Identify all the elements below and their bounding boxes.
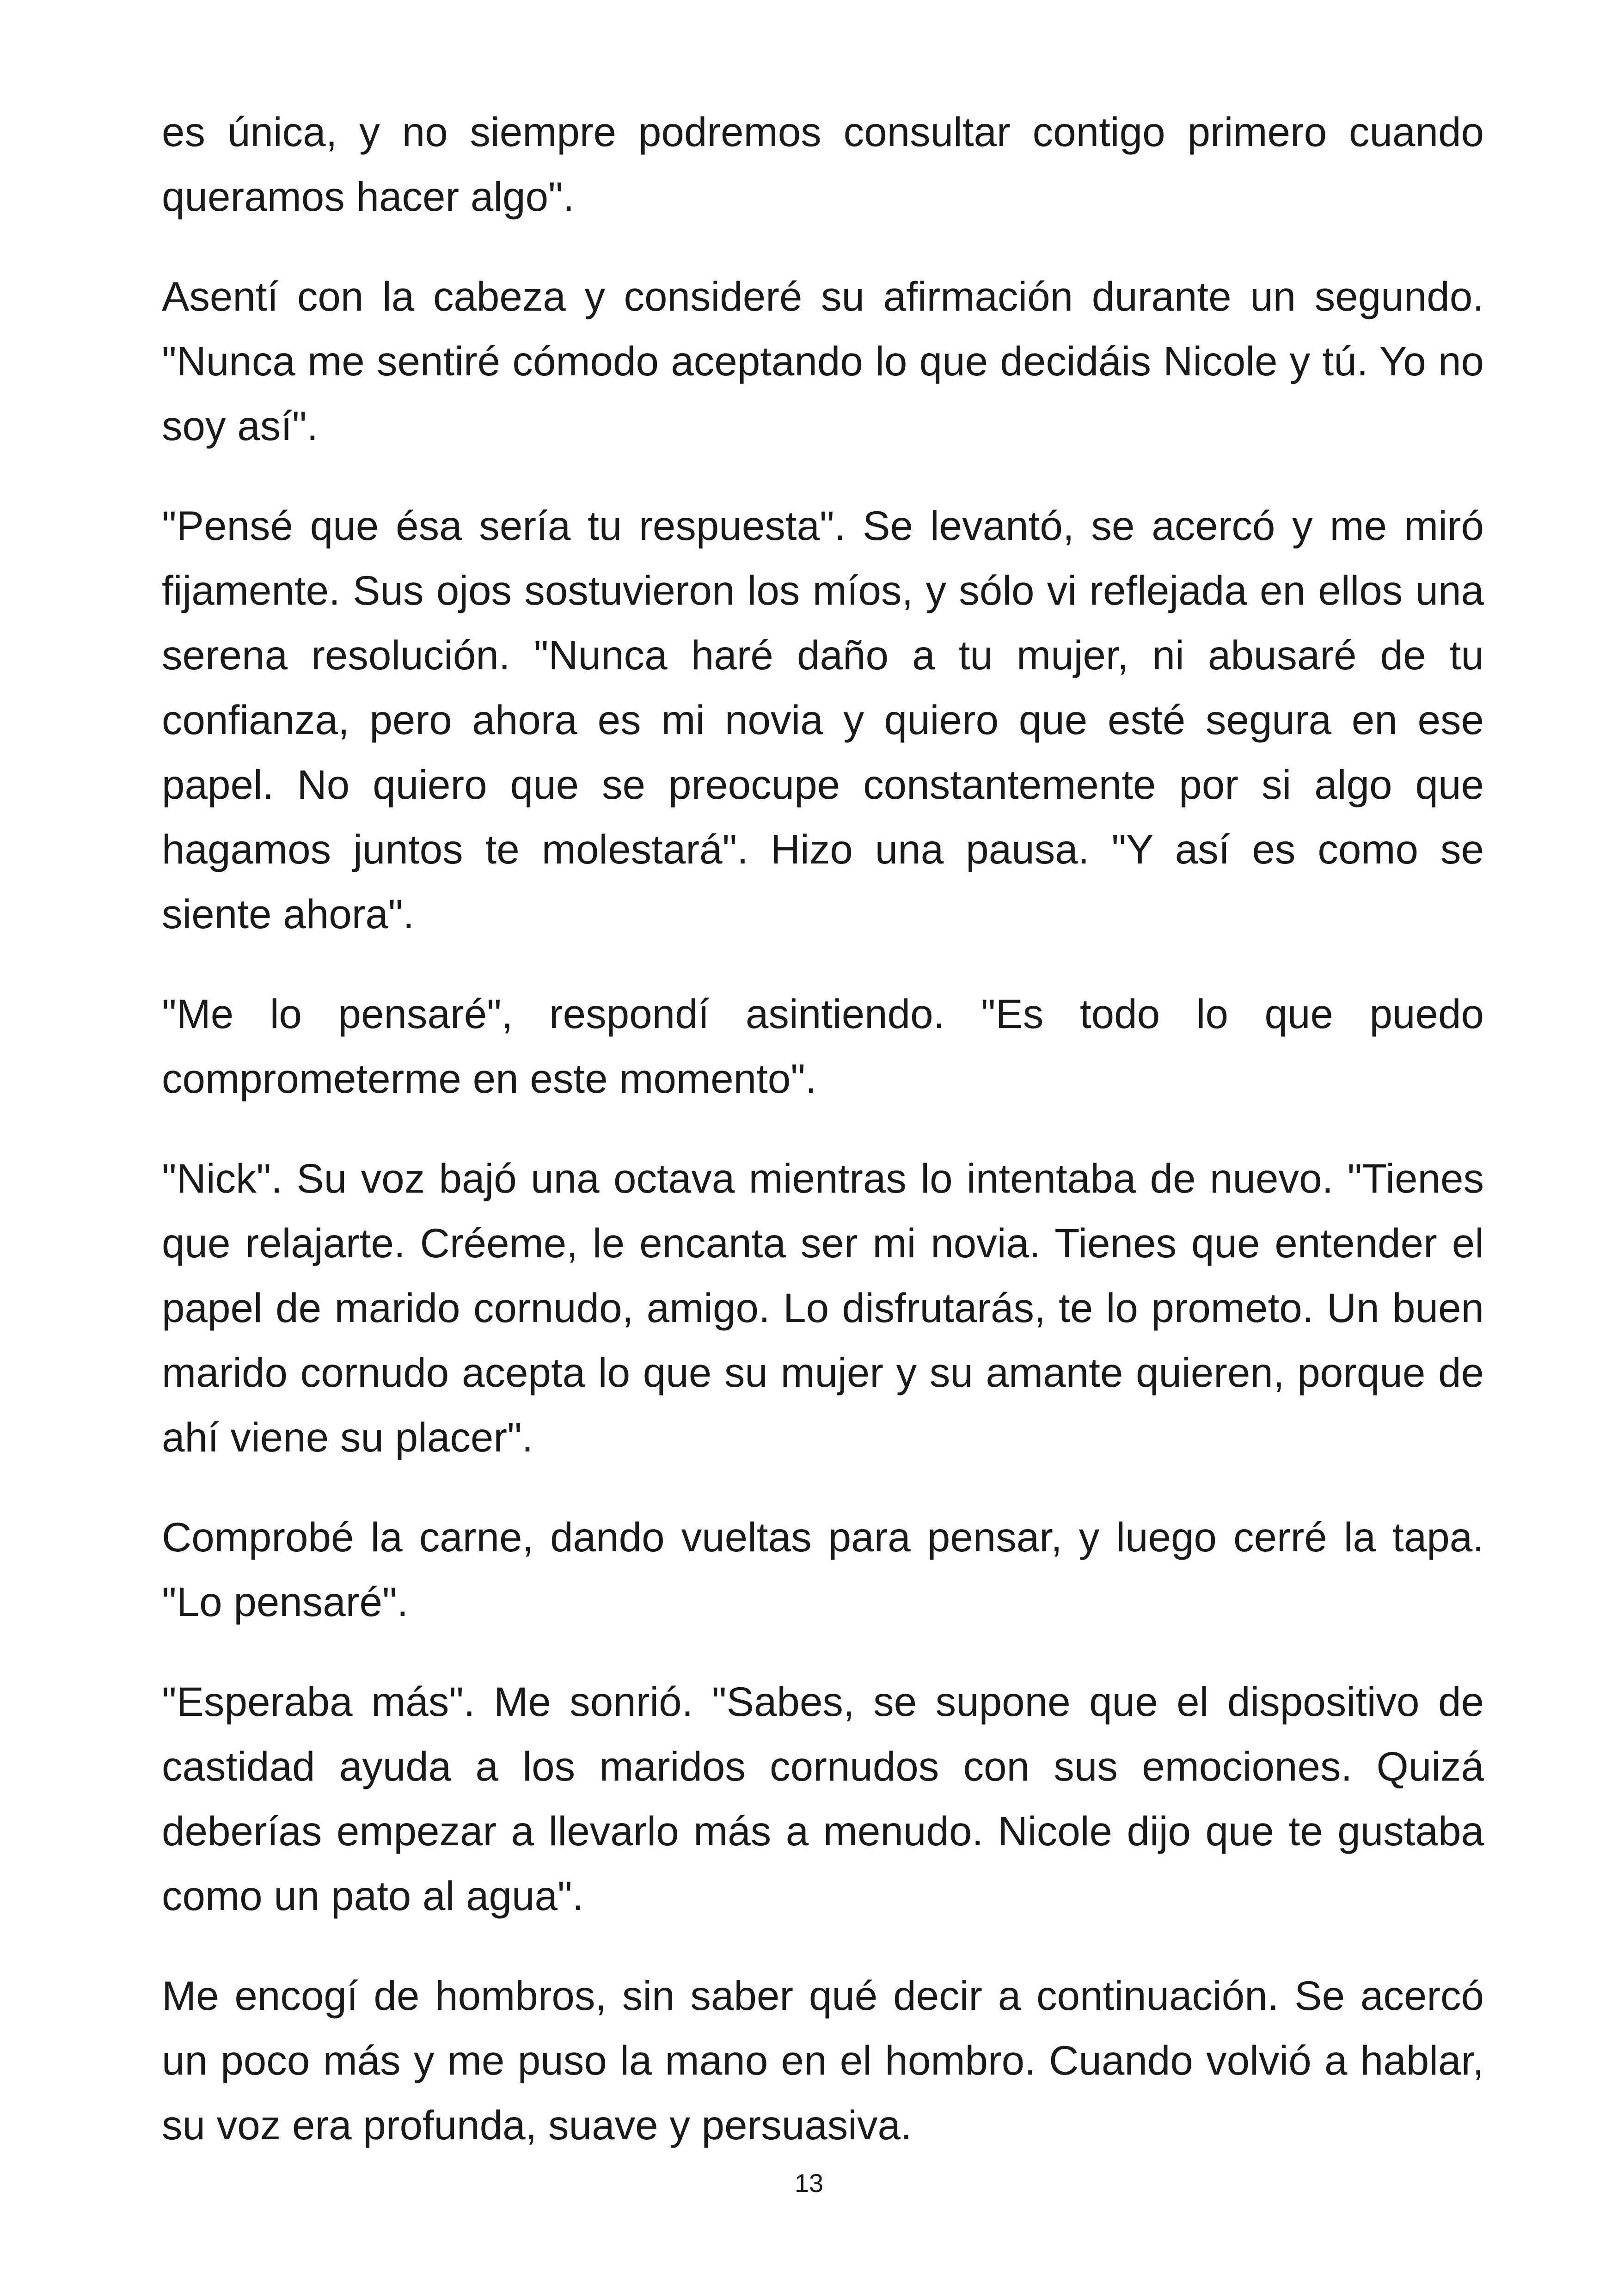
paragraph: Me encogí de hombros, sin saber qué decir a continuación. Se acercó un poco más y me puso la mano en el hombro. Cuando volvió a hablar, su voz era profunda, suave y persuasiva. — [162, 1972, 1484, 2148]
paragraph: es única, y no siempre podremos consultar contigo primero cuando queramos hacer algo". — [162, 109, 1484, 220]
paragraph: "Esperaba más". Me sonrió. "Sabes, se supone que el dispositivo de castidad ayuda a los maridos cornudos con sus emociones. Quizá deberías empezar a llevarlo más a menudo. Nicole dijo que te gustaba como un pato al agua". — [162, 1678, 1484, 1919]
paragraph: "Pensé que ésa sería tu respuesta". Se levantó, se acercó y me miró fijamente. Sus ojos sostuvieron los míos, y sólo vi reflejada en ellos una serena resolución. "Nunca haré daño a tu mujer, ni abusaré de tu confianza, pero ahora es mi novia y quiero que esté segura en ese papel. No quiero que se preocupe constantemente por si algo que hagamos juntos te molestará". Hizo una pausa. "Y así es como se siente ahora". — [162, 502, 1484, 937]
paragraph: Comprobé la carne, dando vueltas para pensar, y luego cerré la tapa. "Lo pensaré". — [162, 1514, 1484, 1625]
paragraph: "Nick". Su voz bajó una octava mientras lo intentaba de nuevo. "Tienes que relajarte. Créeme, le encanta ser mi novia. Tienes que entender el papel de marido cornudo, amigo. Lo disfrutarás, te lo prometo. Un buen marido cornudo acepta lo que su mujer y su amante quieren, porque de ahí viene su placer". — [162, 1155, 1484, 1460]
page-number: 13 — [794, 2168, 824, 2198]
body-text — [162, 99, 1484, 2192]
paragraph: Asentí con la cabeza y consideré su afirmación durante un segundo. "Nunca me sentiré cómodo aceptando lo que decidáis Nicole y tú. Yo no soy así". — [162, 273, 1484, 449]
paragraph: "Me lo pensaré", respondí asintiendo. "Es todo lo que puedo comprometerme en este momento". — [162, 991, 1484, 1102]
